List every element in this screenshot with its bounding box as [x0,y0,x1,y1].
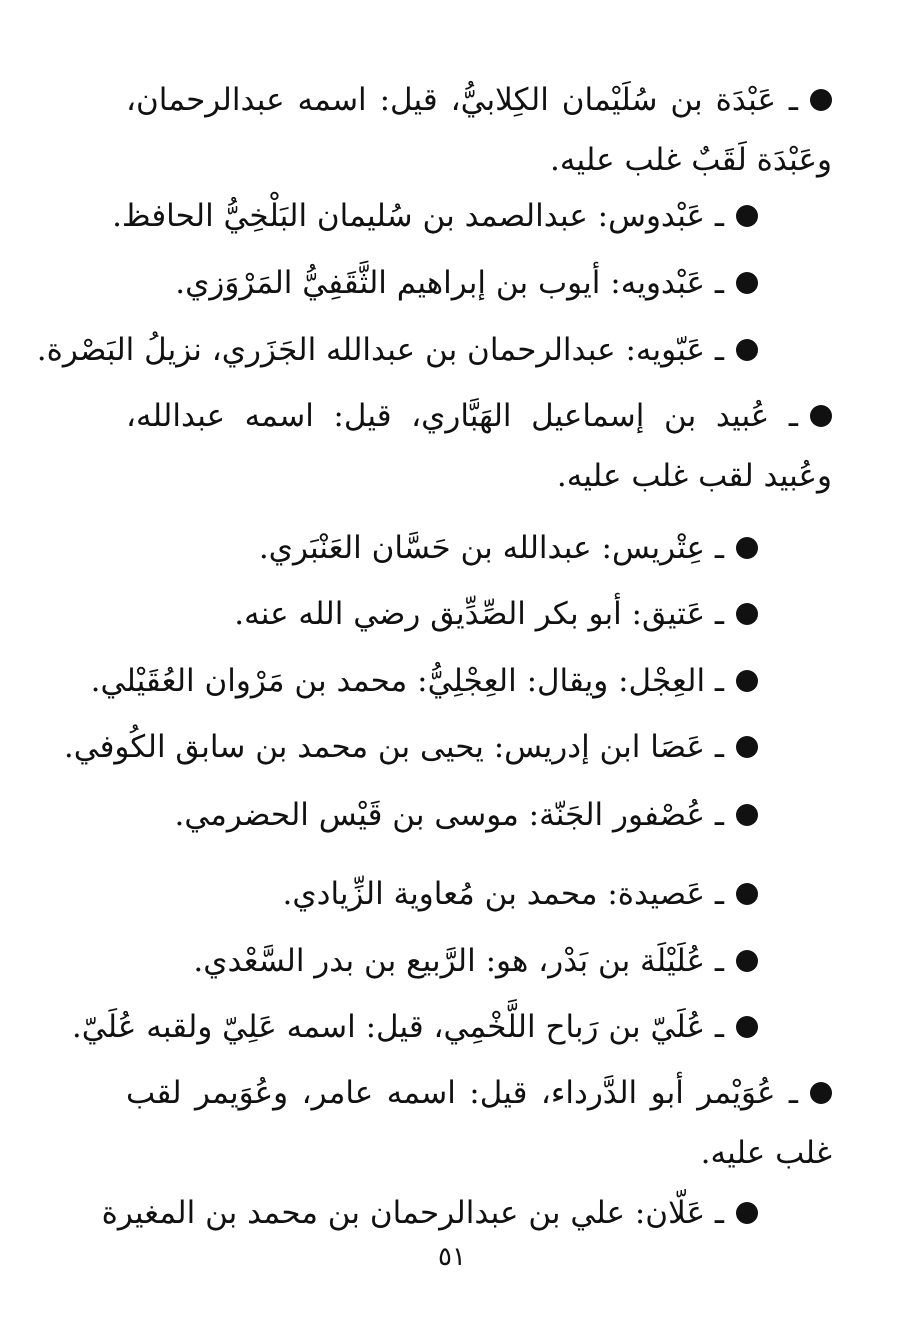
entry-uwaymir [126,1063,832,1183]
bullet-icon [810,89,832,111]
entry-text: ـ عُلَيّ بن رَباح اللَّخْمِي، قيل: اسمه عَلِيّ ولقبه عُلَيّ. [71,1009,724,1045]
entry-text: ـ عِتْريس: عبدالله بن حَسَّان العَنْبَري. [258,530,724,566]
entry-text: ـ عَتيق: أبو بكر الصِّدِّيق رضي الله عنه. [234,596,724,632]
entry-ulayy [72,997,758,1057]
entry-asa [64,717,758,777]
bullet-icon [736,1202,758,1224]
entry-abduyah [175,253,758,313]
entry-text: ـ عَبْدوس: عبدالصمد بن سُليمان البَلْخِيُّ الحافظ. [112,198,724,234]
bullet-icon [736,950,758,972]
bullet-icon [736,205,758,227]
bullet-icon [810,1082,832,1104]
entry-text: ـ عُصْفور الجَنّة: موسى بن قَيْس الحضرمي. [174,797,724,833]
entry-text: ـ عَصَا ابن إدريس: يحيى بن محمد بن سابق الكُوفي. [63,729,724,765]
entry-atiq [234,584,758,644]
entry-ubayd [126,386,832,506]
bullet-icon [736,339,758,361]
entry-text: ـ عَبّويه: عبدالرحمان بن عبدالله الجَزَري، نزيلُ البَصْرة. [36,332,724,368]
entry-text: ـ عَبْدَة بن سُلَيْمان الكِلابيُّ، قيل: اسمه عبدالرحمان، وعَبْدَة لَقَبٌ غلب عليه. [126,82,832,178]
entry-asida [283,864,758,924]
entry-abda [126,70,832,190]
entry-usfur [175,785,758,845]
page-number: ٥١ [438,1242,466,1272]
entry-text: ـ عُلَيْلَة بن بَدْر، هو: الرَّبيع بن بدر السَّعْدي. [193,943,724,979]
entry-text: ـ عُبيد بن إسماعيل الهَبَّاري، قيل: اسمه عبدالله، وعُبيد لقب غلب عليه. [126,398,832,494]
bullet-icon [736,1016,758,1038]
bullet-icon [736,670,758,692]
bullet-icon [736,272,758,294]
entry-itris [259,518,758,578]
bullet-icon [736,537,758,559]
entry-ulayla [193,931,758,991]
entry-text: ـ عَصيدة: محمد بن مُعاوية الزِّيادي. [282,876,724,912]
entry-text: ـ عُوَيْمر أبو الدَّرداء، قيل: اسمه عامر، وعُوَيمر لقب غلب عليه. [126,1075,832,1171]
entry-text: ـ عَلّان: علي بن عبدالرحمان بن محمد بن المغيرة [101,1195,724,1231]
bullet-icon [736,736,758,758]
entry-allan [102,1183,758,1243]
bullet-icon [736,603,758,625]
bullet-icon [810,405,832,427]
bullet-icon [736,883,758,905]
entry-abdus [112,186,758,246]
entry-ijl [91,651,758,711]
bullet-icon [736,804,758,826]
entry-text: ـ العِجْل: ويقال: العِجْلِيُّ: محمد بن مَرْوان العُقَيْلي. [90,663,724,699]
entry-abbuyah [37,320,758,380]
entry-text: ـ عَبْدويه: أيوب بن إبراهيم الثَّقَفِيُّ المَرْوَزي. [175,265,724,301]
